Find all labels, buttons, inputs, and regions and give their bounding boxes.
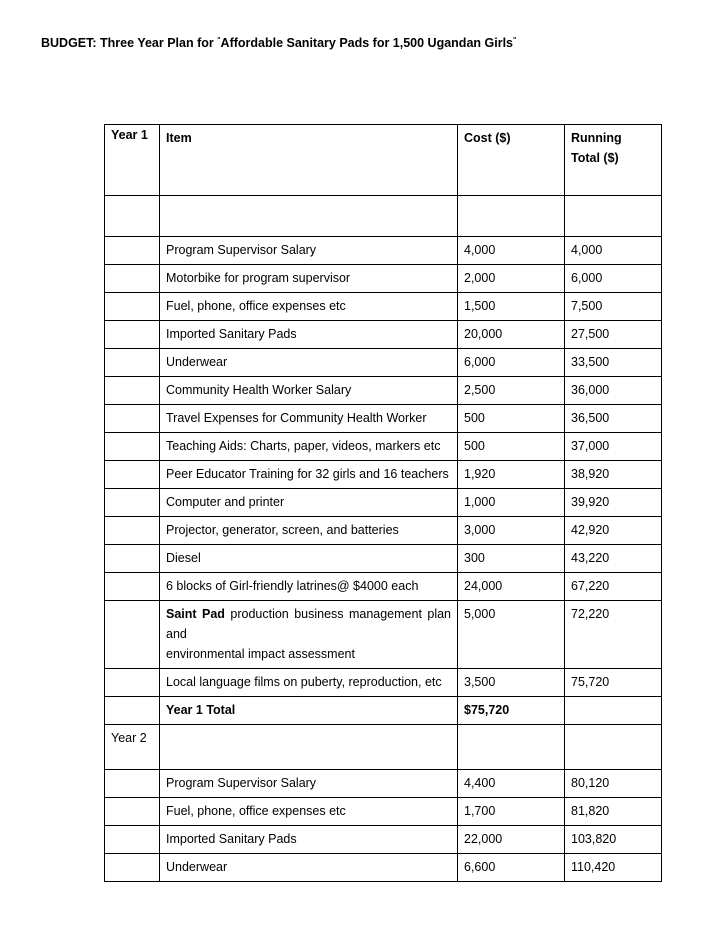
running-total-cell [565, 697, 662, 725]
spacer-row [105, 196, 662, 237]
running-total-cell: 33,500 [565, 349, 662, 377]
cost-cell: 2,500 [458, 377, 565, 405]
item-cell: Community Health Worker Salary [160, 377, 458, 405]
item-cell: Underwear [160, 854, 458, 882]
budget-table [104, 124, 662, 882]
year-cell [105, 601, 160, 669]
item-cell: Fuel, phone, office expenses etc [160, 798, 458, 826]
table-row [105, 669, 662, 697]
year-cell [105, 697, 160, 725]
item-cell: Imported Sanitary Pads [160, 826, 458, 854]
year-cell [105, 517, 160, 545]
item-cell: Computer and printer [160, 489, 458, 517]
item-cell: Program Supervisor Salary [160, 237, 458, 265]
year-cell [105, 377, 160, 405]
item-cell [160, 601, 458, 669]
year-cell [105, 293, 160, 321]
cost-cell: 1,920 [458, 461, 565, 489]
header-year: Year 1 [105, 125, 160, 196]
year-cell [105, 265, 160, 293]
item-cell: 6 blocks of Girl-friendly latrines@ $4000 each [160, 573, 458, 601]
running-total-cell: 43,220 [565, 545, 662, 573]
title-prefix: BUDGET: Three Year Plan for [41, 36, 218, 50]
running-total-cell: 39,920 [565, 489, 662, 517]
header-running-line1: Running [571, 131, 622, 145]
cost-cell: 1,700 [458, 798, 565, 826]
year-cell [105, 770, 160, 798]
year-cell [105, 573, 160, 601]
running-total-cell: 110,420 [565, 854, 662, 882]
table-row [105, 461, 662, 489]
cost-cell: 300 [458, 545, 565, 573]
table-row [105, 517, 662, 545]
year-cell [105, 321, 160, 349]
cost-cell: 2,000 [458, 265, 565, 293]
running-total-cell: 6,000 [565, 265, 662, 293]
item-cell: Local language films on puberty, reproduction, etc [160, 669, 458, 697]
table-row [105, 826, 662, 854]
item-cell: Peer Educator Training for 32 girls and 16 teachers [160, 461, 458, 489]
cost-cell: 5,000 [458, 601, 565, 669]
item-cell: Diesel [160, 545, 458, 573]
year-cell [105, 854, 160, 882]
year-cell [105, 826, 160, 854]
table-row [105, 854, 662, 882]
item-rest-text: production business management plan and [166, 607, 451, 641]
year1-total-label: Year 1 Total [160, 697, 458, 725]
running-total-cell: 7,500 [565, 293, 662, 321]
header-running-line2: Total ($) [571, 151, 619, 165]
running-total-cell: 103,820 [565, 826, 662, 854]
table-row [105, 545, 662, 573]
year-cell [105, 237, 160, 265]
running-total-cell: 72,220 [565, 601, 662, 669]
cost-cell: 6,000 [458, 349, 565, 377]
cost-cell: 3,500 [458, 669, 565, 697]
title-project: Affordable Sanitary Pads for 1,500 Ugandan Girls [220, 36, 513, 50]
table-row [105, 489, 662, 517]
table-row [105, 770, 662, 798]
year-cell [105, 433, 160, 461]
cost-cell: 6,600 [458, 854, 565, 882]
table-row [105, 798, 662, 826]
cost-cell: 1,500 [458, 293, 565, 321]
year1-total-row [105, 697, 662, 725]
item-cell: Projector, generator, screen, and batteries [160, 517, 458, 545]
item-cell: Fuel, phone, office expenses etc [160, 293, 458, 321]
year-cell [105, 405, 160, 433]
cost-cell: 22,000 [458, 826, 565, 854]
item-cell: Imported Sanitary Pads [160, 321, 458, 349]
cost-cell: 24,000 [458, 573, 565, 601]
cost-cell: 500 [458, 405, 565, 433]
table-row [105, 433, 662, 461]
document-title [41, 36, 516, 50]
table-row [105, 293, 662, 321]
table-row [105, 601, 662, 669]
running-total-cell: 38,920 [565, 461, 662, 489]
running-total-cell [565, 725, 662, 770]
table-row [105, 405, 662, 433]
item-cell: Program Supervisor Salary [160, 770, 458, 798]
title-close-quote: " [513, 37, 517, 44]
table-row [105, 321, 662, 349]
item-bold-text: Saint Pad [166, 607, 225, 621]
item-cell: Motorbike for program supervisor [160, 265, 458, 293]
title-open-quote: " [217, 37, 221, 44]
table-row [105, 573, 662, 601]
cost-cell: 1,000 [458, 489, 565, 517]
year2-label: Year 2 [105, 725, 160, 770]
year-cell [105, 669, 160, 697]
running-total-cell: 42,920 [565, 517, 662, 545]
running-total-cell: 27,500 [565, 321, 662, 349]
year2-header-row [105, 725, 662, 770]
year-cell [105, 349, 160, 377]
table-row [105, 377, 662, 405]
table-row [105, 237, 662, 265]
item-line3-text: environmental impact assessment [166, 647, 355, 661]
cost-cell: 3,000 [458, 517, 565, 545]
year-cell [105, 461, 160, 489]
running-total-cell: 36,500 [565, 405, 662, 433]
running-total-cell: 36,000 [565, 377, 662, 405]
running-total-cell: 81,820 [565, 798, 662, 826]
year-cell [105, 545, 160, 573]
cost-cell: 4,000 [458, 237, 565, 265]
cost-cell [458, 725, 565, 770]
item-cell [160, 725, 458, 770]
item-cell: Underwear [160, 349, 458, 377]
table-row [105, 265, 662, 293]
header-item: Item [160, 125, 458, 196]
running-total-cell: 67,220 [565, 573, 662, 601]
cost-cell: 500 [458, 433, 565, 461]
cost-cell: 20,000 [458, 321, 565, 349]
year-cell [105, 798, 160, 826]
table-row [105, 349, 662, 377]
item-cell: Travel Expenses for Community Health Worker [160, 405, 458, 433]
year1-total-cost: $75,720 [458, 697, 565, 725]
running-total-cell: 4,000 [565, 237, 662, 265]
cost-cell: 4,400 [458, 770, 565, 798]
year-cell [105, 489, 160, 517]
header-cost: Cost ($) [458, 125, 565, 196]
running-total-cell: 80,120 [565, 770, 662, 798]
running-total-cell: 37,000 [565, 433, 662, 461]
header-running-total [565, 125, 662, 196]
item-cell: Teaching Aids: Charts, paper, videos, markers etc [160, 433, 458, 461]
header-row [105, 125, 662, 196]
running-total-cell: 75,720 [565, 669, 662, 697]
